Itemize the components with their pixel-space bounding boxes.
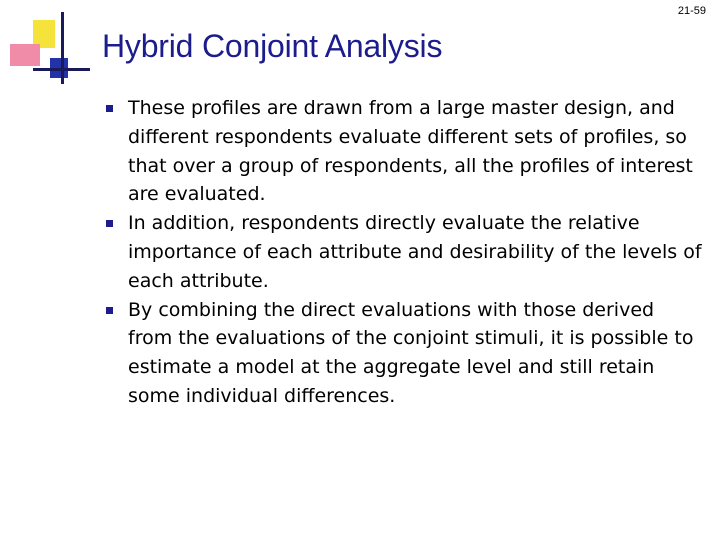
logo-vertical-line — [61, 12, 64, 84]
slide-number: 21-59 — [677, 5, 706, 17]
logo-yellow-square — [33, 20, 55, 48]
decorative-logo-icon — [0, 0, 90, 90]
bullet-text: These profiles are drawn from a large master design, and different respondents evaluate different sets of profiles, so that over a group of respondents, all the profiles of interest are evaluated. — [128, 97, 693, 206]
square-bullet-icon — [106, 105, 113, 112]
square-bullet-icon — [106, 307, 113, 314]
logo-pink-square — [10, 44, 40, 66]
bullet-text: By combining the direct evaluations with those derived from the evaluations of the conjoint stimuli, it is possible to estimate a model at the aggregate level and still retain some individual differences. — [128, 298, 694, 407]
bullet-text: In addition, respondents directly evaluate the relative importance of each attribute and desirability of the levels of each attribute. — [128, 212, 702, 292]
page-title: Hybrid Conjoint Analysis — [102, 28, 443, 64]
list-item — [102, 296, 702, 411]
list-item — [102, 94, 702, 209]
list-item — [102, 209, 702, 295]
logo-horizontal-line — [33, 68, 90, 71]
square-bullet-icon — [106, 220, 113, 227]
bullet-list — [102, 94, 702, 411]
